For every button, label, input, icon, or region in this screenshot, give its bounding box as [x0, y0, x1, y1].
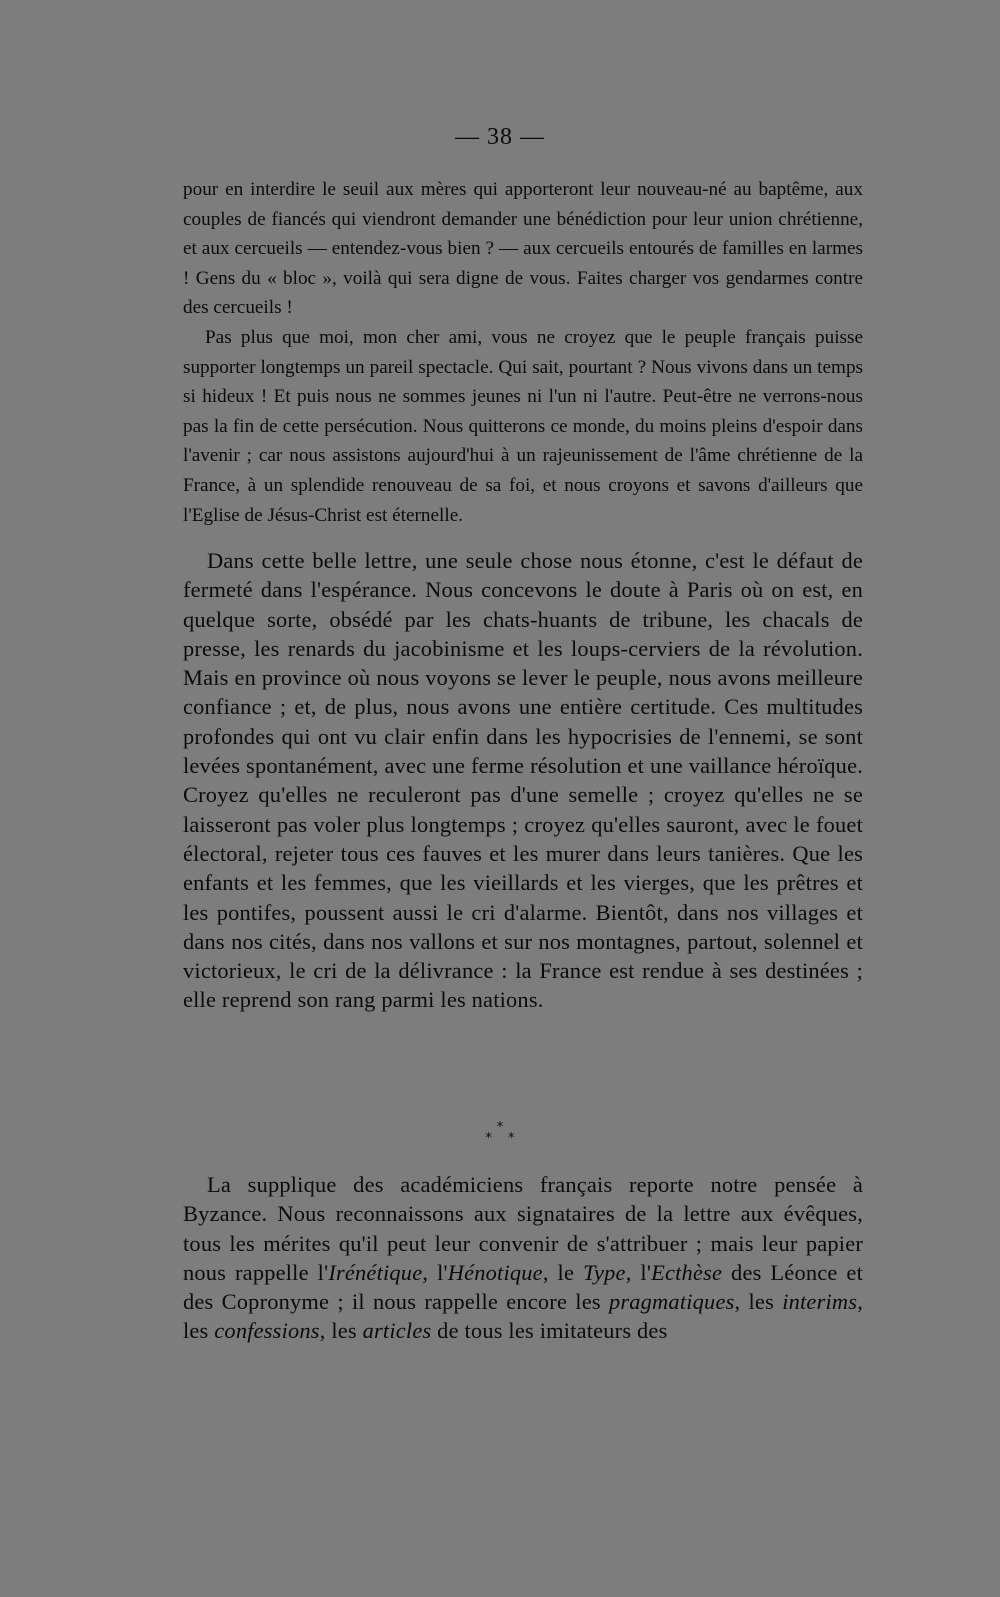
text-run: , l' [422, 1259, 448, 1285]
italic-term: articles [362, 1318, 432, 1344]
text-run: La supplique des académiciens français reporte notre pensée à Byzance. Nous reconnaissons aux signataires de la lettre aux évêques, tous les mérites qu'il peut leur convenir de s'attribuer ; mais leur papier nous rappelle l' [183, 1172, 863, 1285]
quoted-letter [183, 175, 863, 530]
italic-term: Type [583, 1259, 626, 1285]
asterism-stars: * * [485, 1131, 521, 1146]
body-paragraph: Dans cette belle lettre, une seule chose nous étonne, c'est le défaut de fermeté dans l'espérance. Nous concevons le doute à Paris où on est, en quelque sorte, obsédé par les chats-huants de tribune, les chacals de presse, les renards du jacobinisme et les loups-cerviers de la révolution. Mais en province où nous voyons se lever le peuple, nous avons meilleure confiance ; et, de plus, nous avons une entière certitude. Ces multitudes profondes qui ont vu clair enfin dans les hypocrisies de l'ennemi, se sont levées spontanément, avec une ferme résolution et une vaillance héroïque. Croyez qu'elles ne reculeront pas d'une semelle ; croyez qu'elles ne se laisseront pas voler plus longtemps ; croyez qu'elles sauront, avec le fouet électoral, rejeter tous ces fauves et les murer dans leurs tanières. Que les enfants et les femmes, que les vieillards et les vierges, que les prêtres et les pontifes, poussent aussi le cri d'alarme. Bientôt, dans nos villages et dans nos cités, dans nos vallons et sur nos montagnes, partout, solennel et victorieux, le cri de la délivrance : la France est rendue à ses destinées ; elle reprend son rang parmi les nations. [183, 548, 863, 1013]
commentary-section [183, 546, 863, 1015]
text-run: , le [542, 1259, 584, 1285]
quote-paragraph: Pas plus que moi, mon cher ami, vous ne croyez que le peuple français puisse supporter longtemps un pareil spectacle. Qui sait, pourtant ? Nous vivons dans un temps si hideux ! Et puis nous ne sommes jeunes ni l'un ni l'autre. Peut-être ne verrons-nous pas la fin de cette persécution. Nous quitterons ce monde, du moins pleins d'espoir dans l'avenir ; car nous assistons aujourd'hui à un rajeunissement de l'âme chrétienne de la France, à un splendide renouveau de sa foi, et nous croyons et savons d'ailleurs que l'Eglise de Jésus-Christ est éternelle. [183, 326, 863, 526]
quote-paragraph: pour en interdire le seuil aux mères qui apporteront leur nouveau-né au baptême, aux couples de fiancés qui viendront demander une bénédiction pour leur union chrétienne, et aux cercueils — entendez-vous bien ? — aux cercueils entourés de familles en larmes ! Gens du « bloc », voilà qui sera digne de vous. Faites charger vos gendarmes contre des cercueils ! [183, 179, 863, 319]
byzance-section [183, 1170, 863, 1346]
text-run: , les [319, 1318, 363, 1344]
italic-term: Hénotique [447, 1259, 543, 1285]
asterism-star: * [496, 1120, 504, 1135]
text-run: , les [734, 1289, 783, 1315]
body-paragraph [183, 1170, 863, 1346]
text-run: , les [183, 1289, 863, 1344]
italic-term: confessions [214, 1318, 320, 1344]
section-asterism [470, 1122, 530, 1144]
text-run: de tous les imitateurs des [431, 1318, 668, 1344]
italic-term: interims [782, 1289, 858, 1315]
italic-term: Ecthèse [651, 1259, 723, 1285]
text-run: des Léonce et des Copronyme ; il nous rappelle encore les [183, 1259, 863, 1315]
italic-term: Irénétique [328, 1259, 423, 1285]
text-run: , l' [625, 1259, 652, 1285]
page-number: — 38 — [455, 124, 545, 150]
italic-term: pragmatiques [608, 1289, 735, 1315]
